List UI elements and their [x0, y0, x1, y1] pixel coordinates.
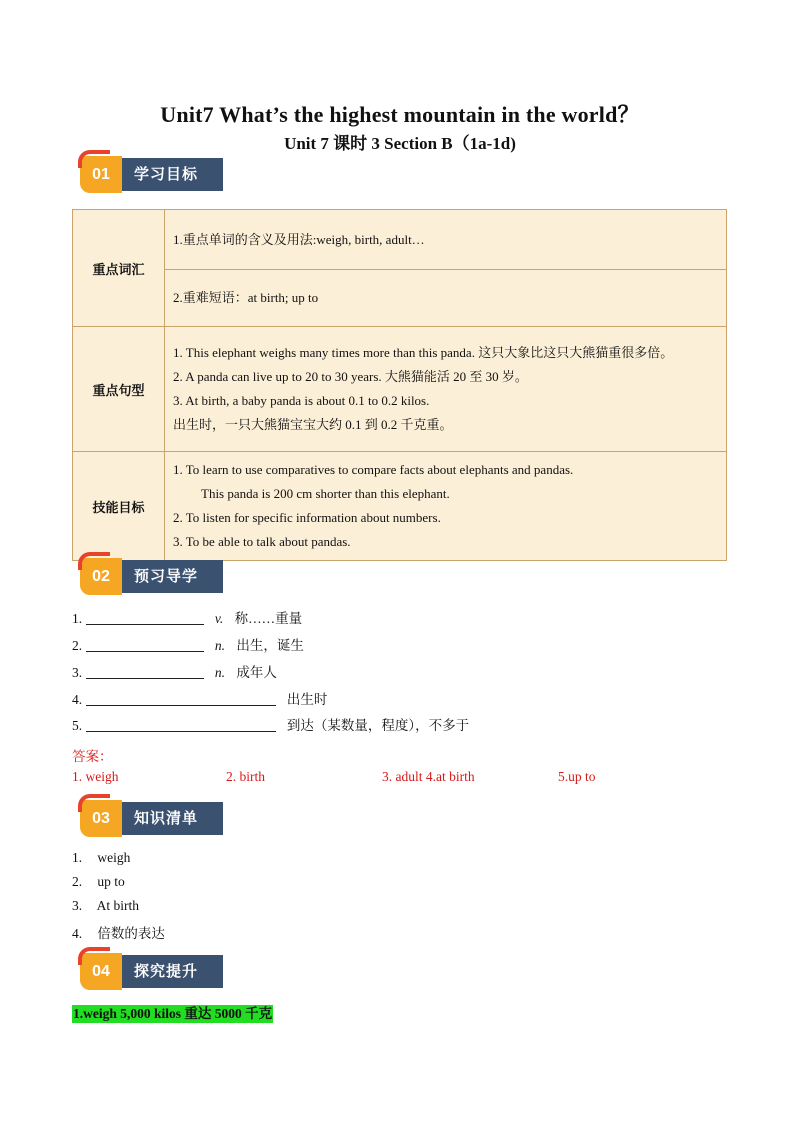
document-title: Unit7 What’s the highest mountain in the world？: [160, 102, 640, 127]
preview-item: [72, 716, 469, 736]
preview-meaning: 出生时: [286, 692, 328, 707]
knowledge-number: 2.: [72, 874, 83, 889]
sentence-2: 2. A panda can live up to 20 to 30 years. 大熊猫能活 20 至 30 岁。: [173, 369, 528, 384]
preview-item: [72, 690, 327, 710]
knowledge-text: weigh: [97, 850, 131, 865]
knowledge-item: [72, 850, 130, 866]
section-number: 03: [80, 800, 122, 837]
knowledge-text: up to: [97, 874, 125, 889]
skill-1: 1. To learn to use comparatives to compare facts about elephants and pandas.: [173, 462, 574, 477]
part-of-speech: n.: [214, 638, 225, 653]
preview-item: [72, 609, 302, 629]
knowledge-item: [72, 874, 125, 890]
answer-item: 3. adult 4.at birth: [382, 769, 475, 784]
section-label: 预习导学: [122, 560, 223, 593]
part-of-speech: v.: [214, 611, 224, 626]
fill-blank[interactable]: [86, 692, 276, 706]
vocab-row-1: 1.重点单词的含义及用法:weigh, birth, adult…: [165, 210, 727, 270]
fill-blank[interactable]: [86, 665, 204, 679]
knowledge-item: [72, 898, 139, 914]
preview-meaning: 成年人: [236, 665, 277, 680]
skill-cell: [165, 452, 727, 561]
sentence-1: 1. This elephant weighs many times more than this panda. 这只大象比这只大熊猫重很多倍。: [173, 345, 674, 360]
skill-3: 3. To be able to talk about pandas.: [173, 534, 351, 549]
answers-label: 答案：: [72, 749, 113, 764]
preview-number: 4.: [72, 692, 83, 707]
preview-meaning: 称……重量: [234, 611, 303, 626]
section-badge-knowledge: [80, 800, 223, 837]
section-label: 学习目标: [122, 158, 223, 191]
skill-header: 技能目标: [73, 452, 165, 561]
fill-blank[interactable]: [86, 611, 204, 625]
preview-meaning: 出生，诞生: [236, 638, 304, 653]
sentence-3: 3. At birth, a baby panda is about 0.1 to 0.2 kilos.: [173, 393, 430, 408]
section-label: 知识清单: [122, 802, 223, 835]
section-label: 探究提升: [122, 955, 223, 988]
sentence-cell: [165, 327, 727, 452]
skill-1-example: This panda is 200 cm shorter than this elephant.: [201, 486, 450, 501]
skill-2: 2. To listen for specific information about numbers.: [173, 510, 441, 525]
preview-number: 1.: [72, 611, 83, 626]
knowledge-text: 倍数的表达: [97, 926, 165, 941]
fill-blank[interactable]: [86, 718, 276, 732]
knowledge-item: [72, 922, 165, 942]
part-of-speech: n.: [214, 665, 225, 680]
sentence-3-translation: 出生时，一只大熊猫宝宝大约 0.1 到 0.2 千克重。: [173, 417, 453, 432]
answer-item: 1. weigh: [72, 769, 119, 784]
answer-item: 2. birth: [226, 769, 265, 784]
section-badge-explore: [80, 953, 223, 990]
knowledge-number: 4.: [72, 926, 83, 941]
knowledge-number: 1.: [72, 850, 83, 865]
vocab-header: 重点词汇: [73, 210, 165, 327]
preview-number: 2.: [72, 638, 83, 653]
preview-item: [72, 636, 304, 656]
preview-item: [72, 663, 277, 683]
knowledge-text: At birth: [96, 898, 140, 913]
section-number: 04: [80, 953, 122, 990]
section-badge-objectives: [80, 156, 223, 193]
section-badge-preview: [80, 558, 223, 595]
preview-number: 5.: [72, 718, 83, 733]
document-subtitle: Unit 7 课时 3 Section B（1a-1d): [284, 134, 516, 153]
answer-item: 5.up to: [558, 769, 596, 784]
section-number: 01: [80, 156, 122, 193]
knowledge-number: 3.: [72, 898, 83, 913]
section-number: 02: [80, 558, 122, 595]
preview-meaning: 到达（某数量，程度），不多于: [286, 718, 470, 733]
preview-number: 3.: [72, 665, 83, 680]
vocab-row-2: 2.重难短语：at birth; up to: [165, 270, 727, 327]
objectives-table: [72, 209, 727, 561]
explore-highlight-item: 1.weigh 5,000 kilos 重达 5000 千克: [73, 1006, 273, 1021]
fill-blank[interactable]: [86, 638, 204, 652]
sentence-header: 重点句型: [73, 327, 165, 452]
